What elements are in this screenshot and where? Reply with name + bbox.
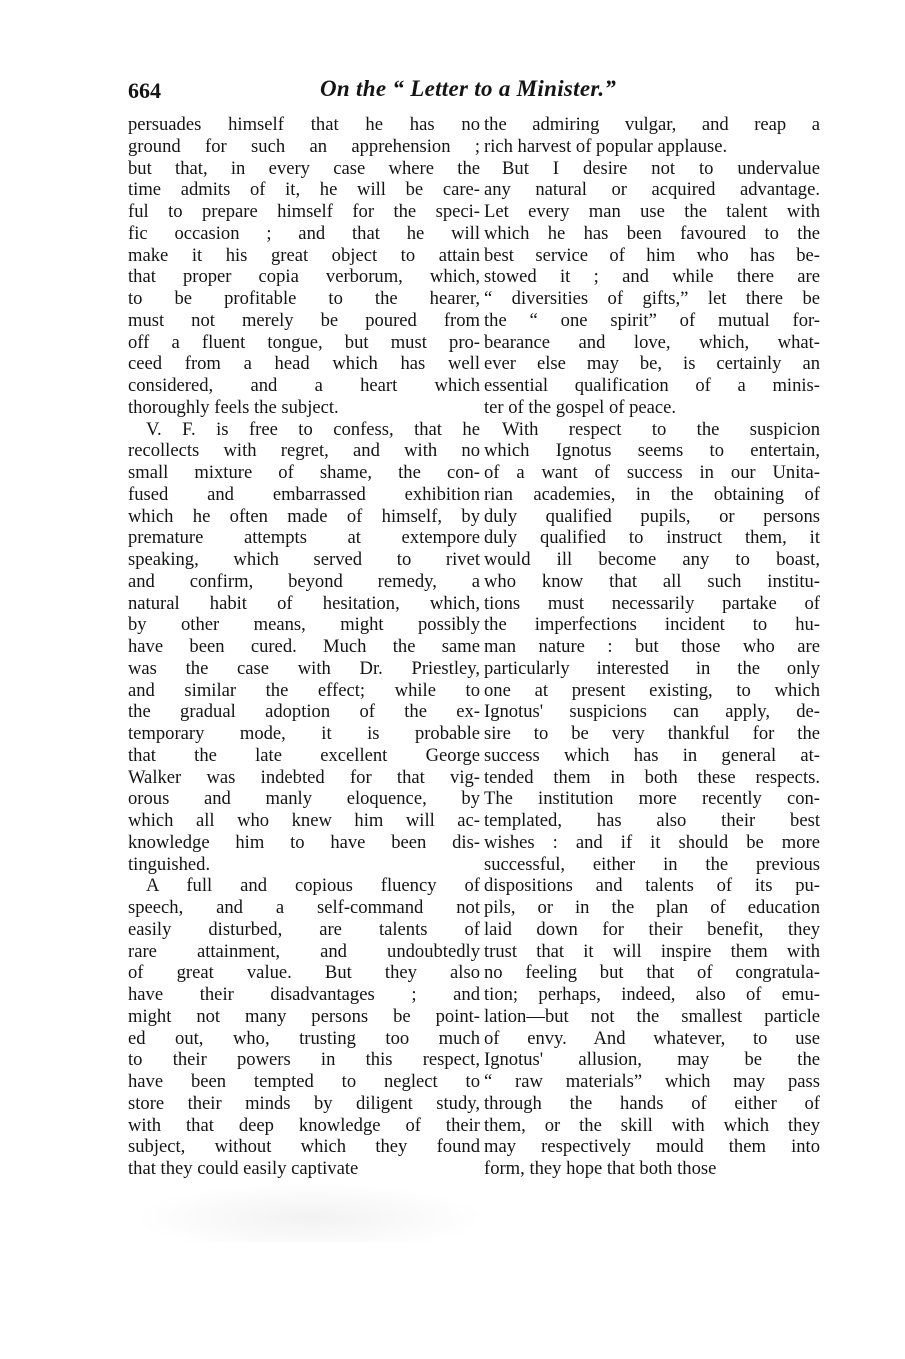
text-line: ed out, who, trusting too much (128, 1027, 480, 1049)
text-line: successful, either in the previous (484, 853, 820, 875)
text-line: that the late excellent George (128, 744, 480, 766)
text-line: The institution more recently con- (484, 788, 820, 810)
text-line: with that deep knowledge of their (128, 1114, 480, 1136)
text-line: and confirm, beyond remedy, a (128, 570, 480, 592)
text-line: the “ one spirit” of mutual for- (484, 309, 820, 331)
running-title: On the “ Letter to a Minister.” (320, 76, 617, 101)
text-line: which he has been favoured to the (484, 222, 820, 244)
text-line: one at present existing, to which (484, 679, 820, 701)
text-line: rare attainment, and undoubtedly (128, 940, 480, 962)
text-line: speaking, which served to rivet (128, 549, 480, 570)
text-line: essential qualification of a minis- (484, 375, 820, 396)
text-line: the imperfections incident to hu- (484, 614, 820, 636)
text-line: But I desire not to undervalue (502, 157, 820, 179)
left-text-column (128, 114, 480, 1180)
right-text-column (484, 114, 820, 1180)
text-line: of a want of success in our Unita- (484, 462, 820, 483)
text-line: Ignotus' allusion, may be the (484, 1049, 820, 1071)
text-line: A full and copious fluency of (146, 875, 480, 897)
text-line: ter of the gospel of peace. (484, 396, 677, 418)
text-line: might not many persons be point- (128, 1005, 480, 1027)
text-line: that they could easily captivate (128, 1158, 359, 1179)
text-line: dispositions and talents of its pu- (484, 875, 820, 897)
text-line: of great value. But they also (128, 962, 480, 984)
text-line: speech, and a self-command not (128, 897, 480, 918)
text-line: tions must necessarily partake of (484, 592, 820, 614)
text-line: which Ignotus seems to entertain, (484, 440, 820, 462)
text-line: considered, and a heart which (128, 375, 480, 396)
text-line: ground for such an apprehension ; (128, 135, 480, 157)
text-line: duly qualified to instruct them, it (484, 527, 820, 549)
text-line: premature attempts at extempore (128, 527, 480, 549)
text-line: orous and manly eloquence, by (128, 788, 480, 810)
page-number: 664 (128, 78, 161, 103)
text-line: ceed from a head which has well (128, 353, 480, 375)
page-header (128, 72, 818, 108)
text-line: wishes : and if it should be more (484, 831, 820, 853)
text-line: off a fluent tongue, but must pro- (128, 331, 480, 353)
text-line: form, they hope that both those (484, 1158, 717, 1179)
text-line: that proper copia verborum, which, (128, 266, 480, 288)
text-line: tended them in both these respects. (484, 766, 820, 788)
text-line: best service of him who has be- (484, 244, 820, 266)
text-line: natural habit of hesitation, which, (128, 592, 480, 614)
text-line: laid down for their benefit, they (484, 918, 820, 940)
text-line: but that, in every case where the (128, 157, 480, 179)
text-line: of envy. And whatever, to use (484, 1027, 820, 1049)
text-line: fused and embarrassed exhibition (128, 483, 480, 505)
text-line: templated, has also their best (484, 810, 820, 831)
text-line: Let every man use the talent with (484, 201, 820, 222)
text-line: tion; perhaps, indeed, also of emu- (484, 984, 820, 1005)
text-line: to be profitable to the hearer, (128, 288, 480, 309)
text-line: was the case with Dr. Priestley, (128, 657, 480, 679)
text-line: would ill become any to boast, (484, 549, 820, 570)
text-line: store their minds by diligent study, (128, 1092, 480, 1114)
text-line: fic occasion ; and that he will (128, 222, 480, 244)
ink-blot (132, 1182, 488, 1242)
text-line: pils, or in the plan of education (484, 897, 820, 918)
text-line: which he often made of himself, by (128, 505, 480, 527)
text-line: man nature : but those who are (484, 636, 820, 657)
text-line: recollects with regret, and with no (128, 440, 480, 462)
text-line: Walker was indebted for that vig- (128, 766, 480, 788)
text-line: sire to be very thankful for the (484, 723, 820, 744)
text-line: time admits of it, he will be care- (128, 179, 480, 201)
text-line: trust that it will inspire them with (484, 940, 820, 962)
text-line: and similar the effect; while to (128, 679, 480, 701)
text-line: the gradual adoption of the ex- (128, 701, 480, 723)
text-line: have been cured. Much the same (128, 636, 480, 657)
text-line: particularly interested in the only (484, 657, 820, 679)
text-line: make it his great object to attain (128, 244, 480, 266)
text-line: V. F. is free to confess, that he (146, 418, 480, 440)
text-line: easily disturbed, are talents of (128, 918, 480, 940)
text-line: persuades himself that he has no (128, 114, 480, 135)
text-line: duly qualified pupils, or persons (484, 505, 820, 527)
text-line: any natural or acquired advantage. (484, 179, 820, 201)
text-line: knowledge him to have been dis- (128, 831, 480, 853)
text-line: have been tempted to neglect to (128, 1071, 480, 1092)
text-line: With respect to the suspicion (502, 418, 820, 440)
text-line: bearance and love, which, what- (484, 331, 820, 353)
text-line: by other means, might possibly (128, 614, 480, 636)
text-line: who know that all such institu- (484, 570, 820, 592)
text-line: thoroughly feels the subject. (128, 396, 339, 418)
text-line: must not merely be poured from (128, 309, 480, 331)
text-line: Ignotus' suspicions can apply, de- (484, 701, 820, 723)
text-line: through the hands of either of (484, 1092, 820, 1114)
text-line: ever else may be, is certainly an (484, 353, 820, 375)
text-line: stowed it ; and while there are (484, 266, 820, 288)
text-line: “ raw materials” which may pass (484, 1071, 820, 1092)
text-line: may respectively mould them into (484, 1136, 820, 1158)
text-line: “ diversities of gifts,” let there be (484, 288, 820, 309)
text-line: to their powers in this respect, (128, 1049, 480, 1071)
text-line: no feeling but that of congratula- (484, 962, 820, 984)
text-line: small mixture of shame, the con- (128, 462, 480, 483)
text-line: subject, without which they found (128, 1136, 480, 1158)
text-line: which all who knew him will ac- (128, 810, 480, 831)
text-line: success which has in general at- (484, 744, 820, 766)
text-line: tinguished. (128, 853, 211, 875)
text-line: have their disadvantages ; and (128, 984, 480, 1005)
text-line: lation—but not the smallest particle (484, 1005, 820, 1027)
text-line: them, or the skill with which they (484, 1114, 820, 1136)
text-line: ful to prepare himself for the speci- (128, 201, 480, 222)
text-line: rich harvest of popular applause. (484, 135, 728, 157)
text-line: the admiring vulgar, and reap a (484, 114, 820, 135)
text-line: rian academies, in the obtaining of (484, 483, 820, 505)
text-line: temporary mode, it is probable (128, 723, 480, 744)
